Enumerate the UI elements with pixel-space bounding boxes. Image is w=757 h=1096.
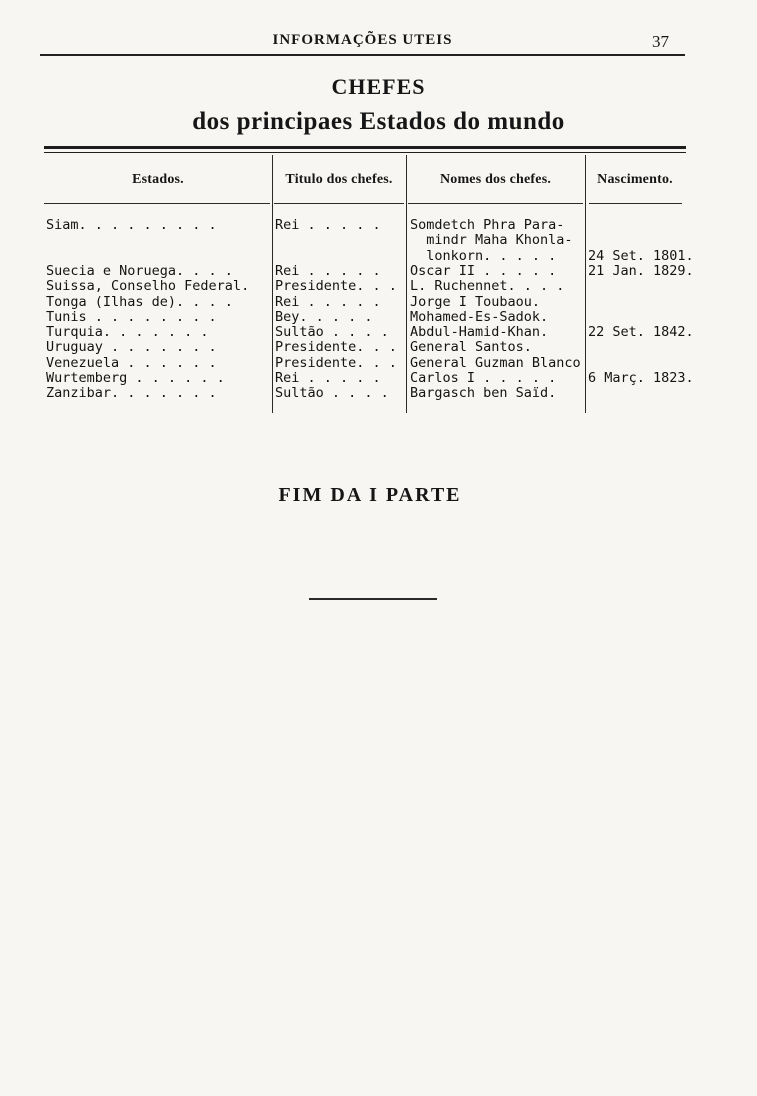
page-number: 37 [652, 32, 669, 51]
column-header-titulo: Titulo dos chefes. [285, 172, 393, 187]
table-cell-title: Sultão . . . . [275, 385, 389, 402]
table-cell-birth: 24 Set. 1801. [588, 247, 694, 264]
table-cell-title: Presidente. . . [275, 278, 397, 295]
table-cell-state: Venezuela . . . . . . [46, 354, 217, 371]
header-underline [44, 203, 270, 204]
running-header [40, 30, 685, 52]
column-header-nomes: Nomes dos chefes. [439, 172, 552, 187]
table-top-rule [44, 146, 686, 149]
table-cell-state: Suecia e Noruega. . . . [46, 262, 233, 279]
table-cell-title: Sultão . . . . [275, 324, 389, 341]
closing-rule [309, 598, 437, 600]
table-cell-birth: 21 Jan. 1829. [588, 262, 694, 279]
header-rule [40, 54, 685, 56]
header-underline [408, 203, 583, 204]
table-cell-birth: 6 Març. 1823. [588, 370, 694, 386]
table-cell-name: General Guzman Blanco [410, 354, 581, 371]
table-cell-title: Presidente. . . [275, 354, 397, 371]
table-cell-name: Jorge I Toubaou. [410, 293, 541, 310]
table-cell-name: Abdul-Hamid-Khan. [410, 324, 549, 341]
column-header-estados: Estados. [132, 172, 184, 187]
header-underline [589, 203, 682, 204]
table-cell-name: Somdetch Phra Para- [410, 217, 565, 233]
running-title: INFORMAÇÕES UTEIS [272, 32, 453, 48]
table-cell-state: Suissa, Conselho Federal. [46, 278, 250, 295]
table-top-rule-thin [44, 152, 686, 153]
table-cell-birth: 22 Set. 1842. [588, 324, 694, 341]
page-subtitle: dos principaes Estados do mundo [192, 108, 565, 135]
table-cell-name: Carlos I . . . . . [410, 370, 557, 386]
table-cell-title: Rei . . . . . [275, 293, 381, 310]
table-cell-title: Bey. . . . . [275, 308, 373, 325]
column-header-nascimento: Nascimento. [597, 172, 673, 187]
table-cell-state: Uruguay . . . . . . . [46, 339, 217, 356]
table-cell-name: Mohamed-Es-Sadok. [410, 308, 549, 325]
table-cell-name: lonkorn. . . . . [410, 247, 557, 264]
table-cell-state: Tonga (Ilhas de). . . . [46, 293, 233, 310]
table-cell-title: Presidente. . . [275, 339, 397, 356]
table-cell-name: mindr Maha Khonla- [410, 232, 573, 249]
table-cell-state: Turquia. . . . . . . [46, 324, 209, 341]
column-divider [585, 155, 586, 413]
column-divider [272, 155, 273, 413]
header-underline [274, 203, 404, 204]
page-title: CHEFES [331, 74, 426, 99]
table-cell-state: Wurtemberg . . . . . . [46, 370, 225, 386]
table-cell-name: L. Ruchennet. . . . [410, 278, 565, 295]
table-cell-title: Rei . . . . . [275, 262, 381, 279]
table-cell-name: Oscar II . . . . . [410, 262, 557, 279]
column-divider [406, 155, 407, 413]
table-cell-name: Bargasch ben Saïd. [410, 385, 557, 402]
end-of-part-note: FIM DA I PARTE [278, 484, 462, 506]
table-cell-state: Siam. . . . . . . . . [46, 217, 217, 233]
table-cell-title: Rei . . . . . [275, 217, 381, 233]
table-cell-title: Rei . . . . . [275, 370, 381, 386]
table-cell-name: General Santos. [410, 339, 532, 356]
table-cell-state: Zanzibar. . . . . . . [46, 385, 217, 402]
table-cell-state: Tunis . . . . . . . . [46, 308, 217, 325]
